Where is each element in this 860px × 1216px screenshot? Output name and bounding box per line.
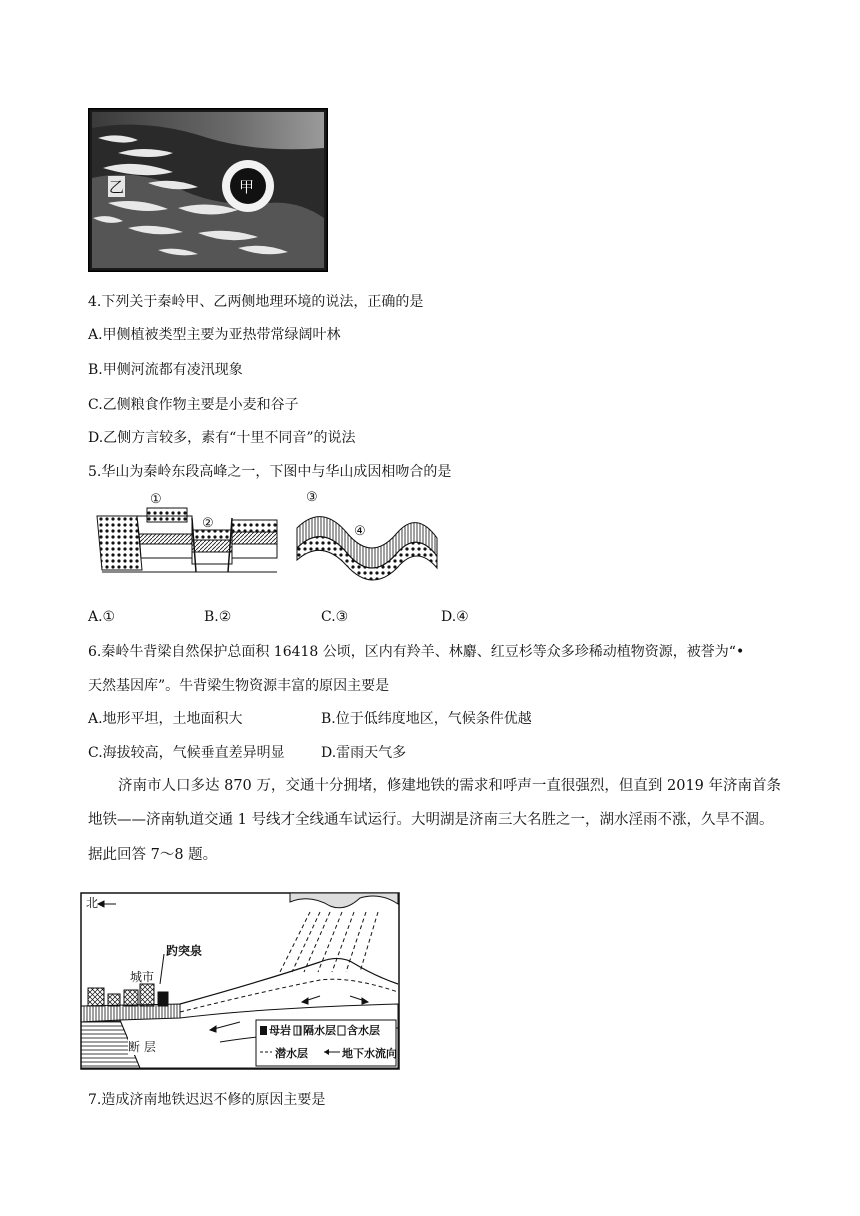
q6-stem-line1: 6.秦岭牛背梁自然保护总面积 16418 公顷，区内有羚羊、林麝、红豆杉等众多珍稀动植物资源，被誉为“• (88, 644, 745, 660)
label-yi: 乙 (109, 178, 125, 196)
fig-label-2: ② (202, 516, 214, 531)
fault-label: 断 层 (128, 1040, 156, 1054)
structure-diagram (92, 498, 442, 584)
q5-figure (92, 490, 442, 584)
legend-phreatic: 潜水层 (275, 1047, 308, 1060)
label-jia: 甲 (239, 178, 255, 196)
legend-flow: 地下水流向 (342, 1047, 397, 1060)
spring-label: 趵突泉 (166, 944, 203, 958)
q6-option-b: B.位于低纬度地区，气候条件优越 (321, 711, 532, 727)
legend-aquiclude: 隔水层 (303, 1024, 336, 1037)
q4-stem: 4.下列关于秦岭甲、乙两侧地理环境的说法，正确的是 (88, 294, 424, 310)
q7-stem: 7.造成济南地铁迟迟不修的原因主要是 (88, 1092, 326, 1108)
q5-stem: 5.华山为秦岭东段高峰之一，下图中与华山成因相吻合的是 (88, 464, 452, 480)
north-label: 北 (86, 896, 99, 910)
q6-option-d: D.雷雨天气多 (321, 745, 407, 761)
jinan-figure (80, 892, 400, 1070)
passage-line1: 济南市人口多达 870 万，交通十分拥堵，修建地铁的需求和呼声一直很强烈，但直到 2019 年济南首条 (118, 778, 782, 794)
fig-label-1: ① (150, 492, 162, 507)
fold-diagram (297, 517, 437, 580)
fig-label-3: ③ (306, 490, 318, 505)
q6-option-a: A.地形平坦，土地面积大 (88, 711, 243, 727)
q5-option-b: B.② (204, 609, 232, 625)
passage-line3: 据此回答 7～8 题。 (88, 847, 218, 863)
legend-aquifer: 含水层 (347, 1024, 380, 1037)
q5-option-d: D.④ (441, 609, 469, 625)
q4-option-d: D.乙侧方言较多，素有“十里不同音”的说法 (88, 430, 356, 446)
legend-bedrock: 母岩 (269, 1024, 291, 1037)
fault-block-diagram (97, 508, 277, 572)
passage-line2: 地铁——济南轨道交通 1 号线才全线通车试运行。大明湖是济南三大名胜之一，湖水淫雨不涨，久旱不涸。 (88, 812, 774, 828)
qinling-figure (88, 108, 328, 272)
q6-option-c: C.海拔较高，气候垂直差异明显 (88, 745, 285, 761)
q4-option-b: B.甲侧河流都有凌汛现象 (88, 362, 243, 378)
q5-option-a: A.① (88, 609, 116, 625)
q6-stem-line2: 天然基因库”。牛背梁生物资源丰富的原因主要是 (88, 678, 390, 694)
city-label: 城市 (130, 970, 155, 984)
q4-option-c: C.乙侧粮食作物主要是小麦和谷子 (88, 397, 299, 413)
q5-option-c: C.③ (321, 609, 349, 625)
q4-option-a: A.甲侧植被类型主要为亚热带常绿阔叶林 (88, 327, 341, 343)
fig-label-4: ④ (354, 524, 366, 539)
